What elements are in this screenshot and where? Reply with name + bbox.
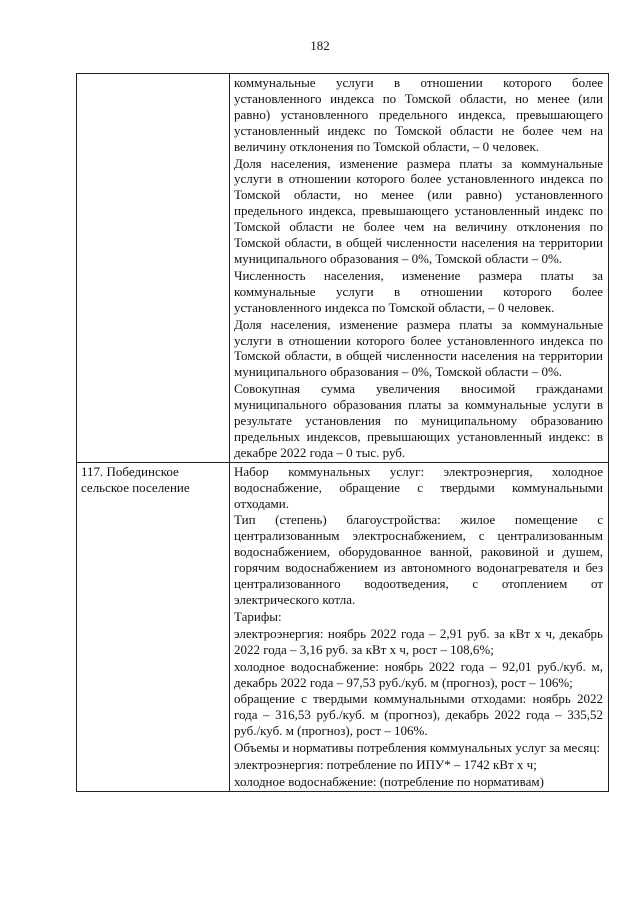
paragraph: Тип (степень) благоустройства: жилое помещение с централизованным электроснабжением, с централизованным водоснабжением, оборудованное ванной, раковиной и душем, горячим водоснабжением из автономного водонагревателя и без централизованного водоотведения, с отоплением от электрического котла. <box>234 512 603 607</box>
municipal-index-table <box>76 73 609 792</box>
paragraph: обращение с твердыми коммунальными отходами: ноябрь 2022 года – 316,53 руб./куб. м (прогноз), декабрь 2022 года – 335,52 руб./куб. м (прогноз), рост – 106%. <box>234 691 603 739</box>
description-cell <box>230 74 609 463</box>
page-number: 182 <box>310 38 330 53</box>
paragraph: холодное водоснабжение: ноябрь 2022 года – 92,01 руб./куб. м, декабрь 2022 года – 97,53 руб./куб. м (прогноз), рост – 106%; <box>234 658 603 690</box>
paragraph: Совокупная сумма увеличения вносимой гражданами муниципального образования платы за коммунальные услуги в результате установления по муниципальному образованию предельных индексов, превышающих установленный индекс: в декабре 2022 года – 0 тыс. руб. <box>234 381 603 460</box>
municipality-cell <box>77 462 230 791</box>
paragraph: электроэнергия: ноябрь 2022 года – 2,91 руб. за кВт х ч, декабрь 2022 года – 3,16 руб. за кВт х ч, рост – 108,6%; <box>234 625 603 657</box>
paragraph: Тарифы: <box>234 608 282 624</box>
description-cell <box>230 462 609 791</box>
table-row <box>77 74 609 463</box>
paragraph: Доля населения, изменение размера платы за коммунальные услуги в отношении которого более установленного индекса по Томской области, в общей численности населения на территории муниципального образования – 0%, Томской области – 0%. <box>234 316 603 380</box>
paragraph: электроэнергия: потребление по ИПУ* – 1742 кВт х ч; <box>234 757 537 773</box>
paragraph: Набор коммунальных услуг: электроэнергия, холодное водоснабжение, обращение с твердыми коммунальными отходами. <box>234 463 603 511</box>
paragraph: холодное водоснабжение: (потребление по нормативам) <box>234 773 544 789</box>
paragraph: Объемы и нормативы потребления коммунальных услуг за месяц: <box>234 740 600 756</box>
municipality-name: 117. Побединское сельское поселение <box>81 463 190 495</box>
municipality-cell <box>77 74 230 463</box>
table-row <box>77 462 609 791</box>
paragraph: Численность населения, изменение размера платы за коммунальные услуги в отношении которого более установленного индекса по Томской области, – 0 человек. <box>234 267 603 315</box>
paragraph: коммунальные услуги в отношении которого более установленного индекса по Томской области, но менее (или равно) установленного предельного индекса, превышающего установленный индекс по Томской области не более чем на величину отклонения по Томской области, – 0 человек. <box>234 75 603 154</box>
paragraph: Доля населения, изменение размера платы за коммунальные услуги в отношении которого более установленного индекса по Томской области, но менее (или равно) установленного предельного индекса, превышающего установленный индекс по Томской области не более чем на величину отклонения по Томской области, в общей численности населения на территории муниципального образования – 0%, Томской области – 0%. <box>234 155 603 266</box>
